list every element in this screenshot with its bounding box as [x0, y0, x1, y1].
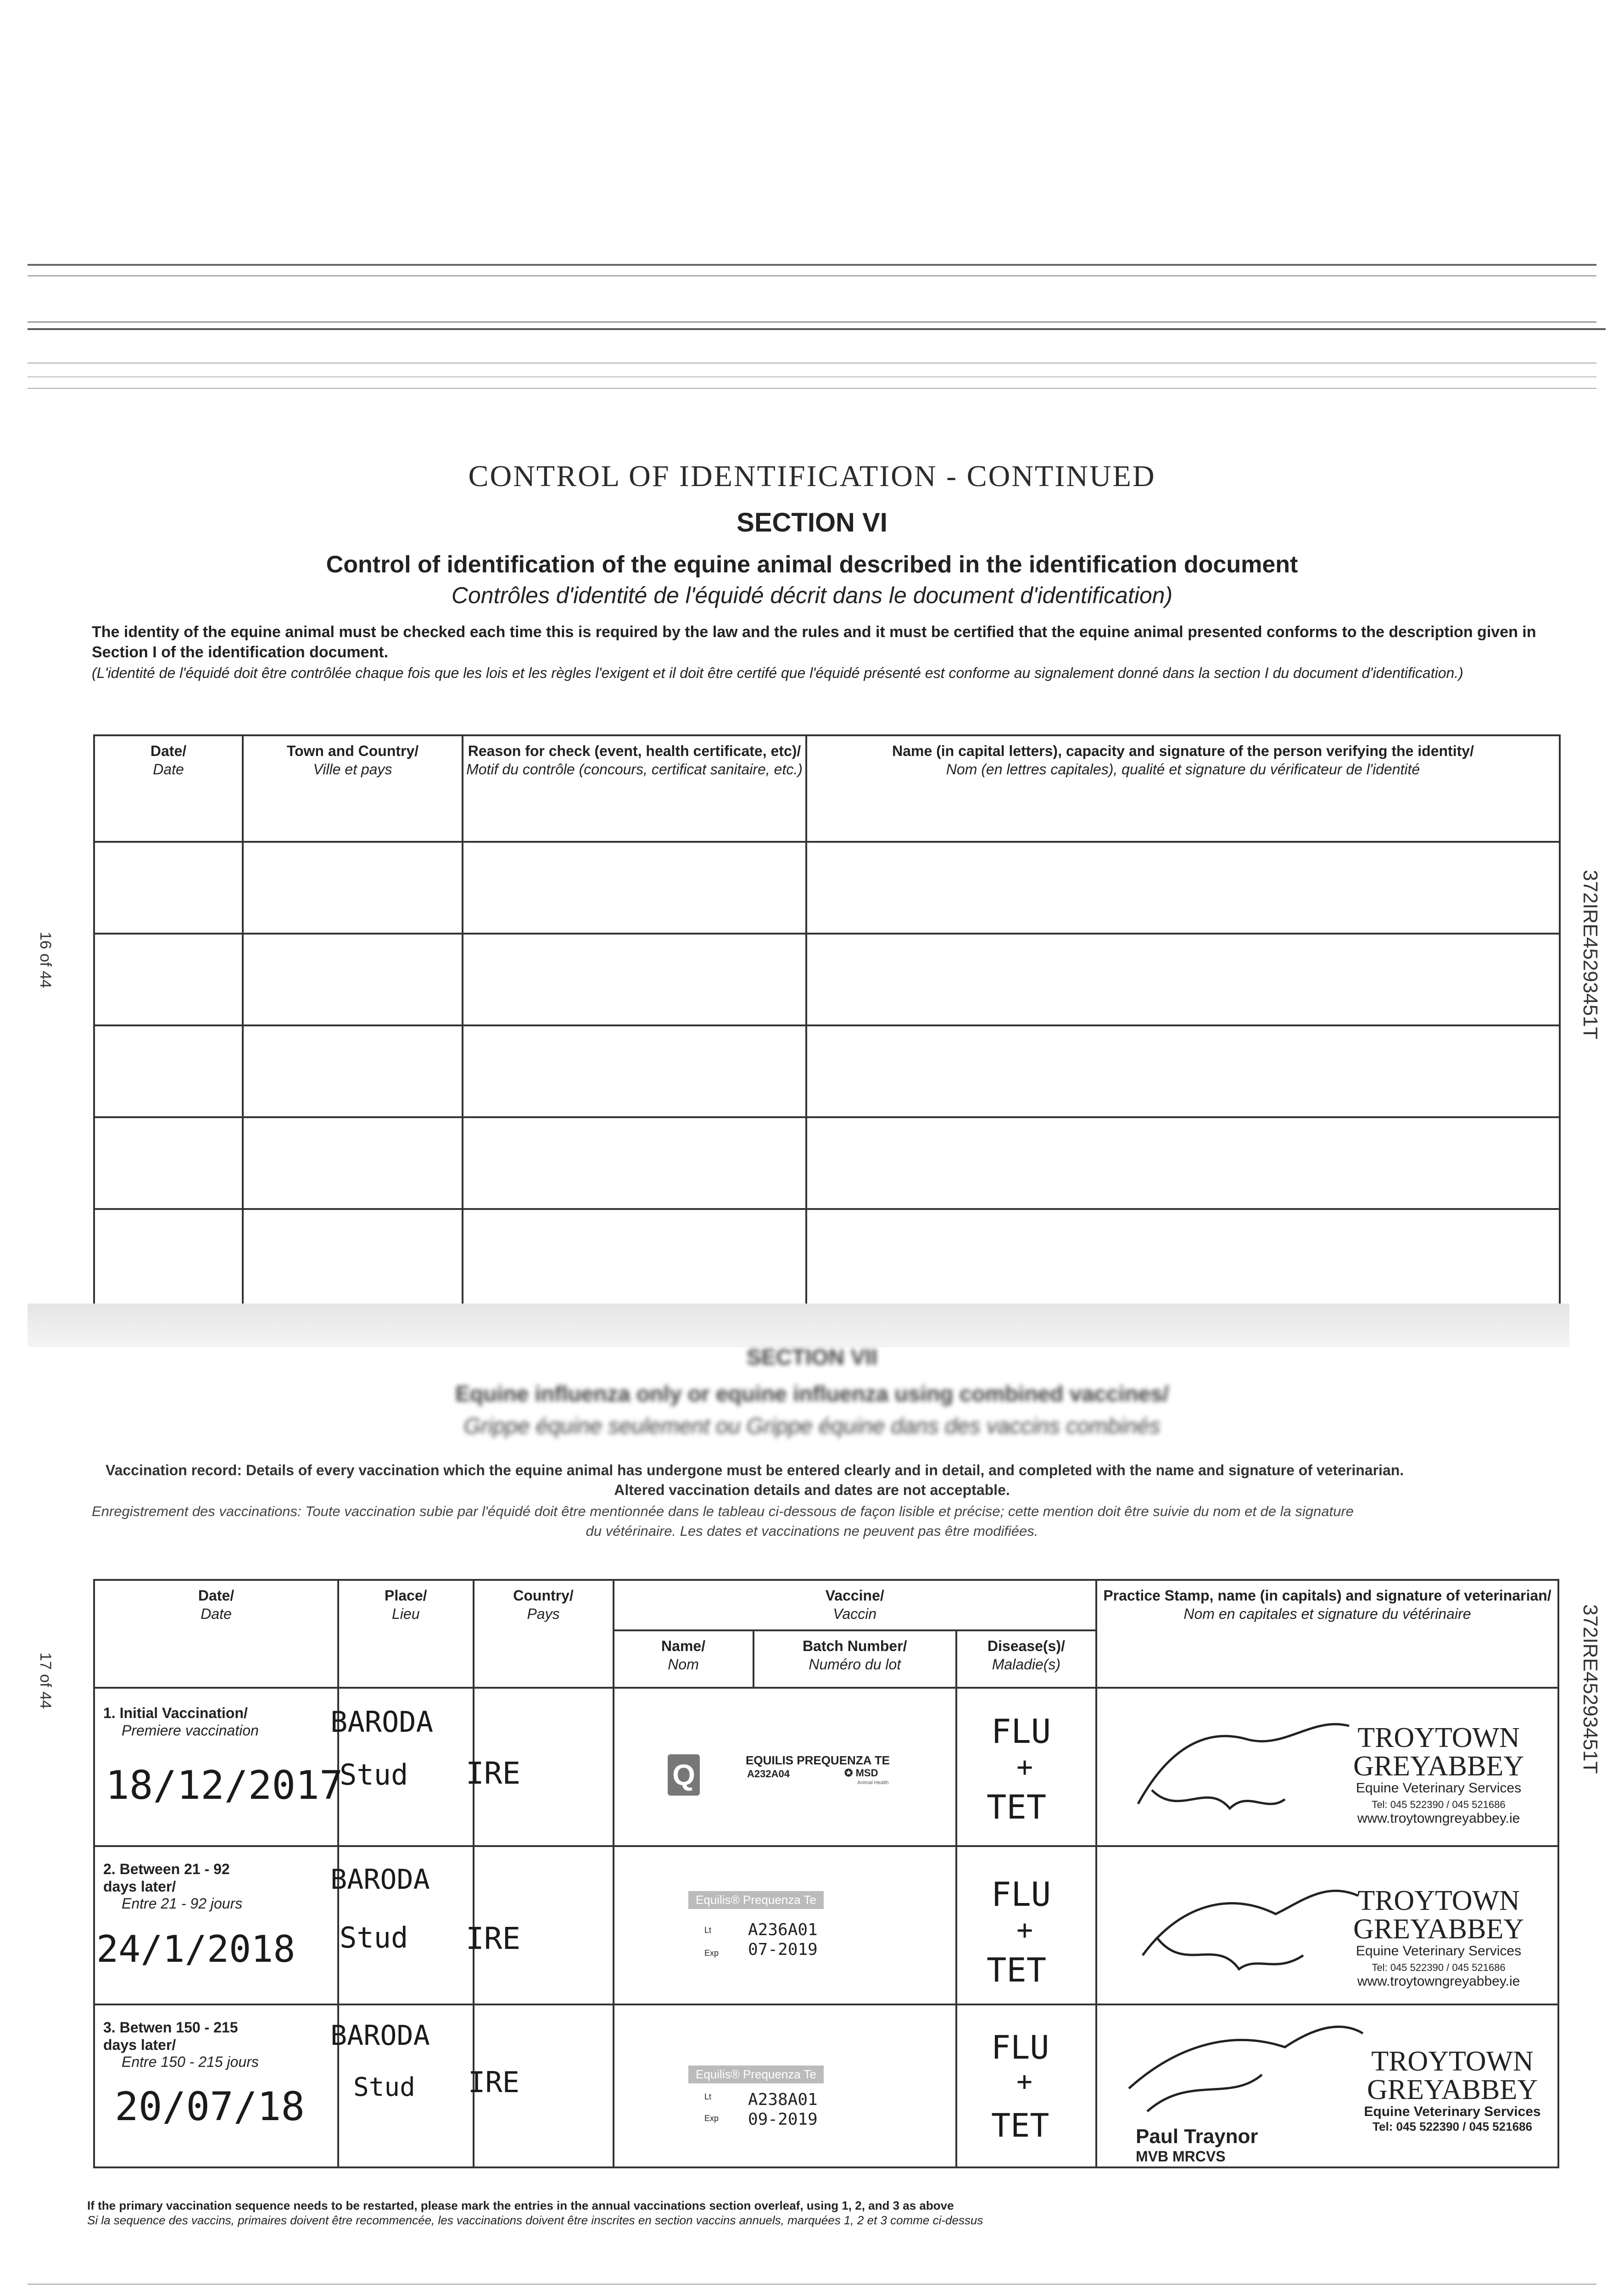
page-edge-line: [28, 363, 1596, 364]
brand-logo: ✪ MSD: [844, 1767, 878, 1779]
scan-overlap-band: [28, 1304, 1569, 1347]
vaccine-batch: A236A01: [748, 1920, 818, 1939]
section-title: SECTION VI: [737, 508, 887, 537]
check-cell[interactable]: [94, 934, 243, 1025]
column-header-stamp: Practice Stamp, name (in capitals) and signature of veterinarian/ Nom en capitales et signature du vétérinaire: [1096, 1580, 1558, 1688]
disease-entry: TET: [991, 2107, 1049, 2144]
check-cell[interactable]: [243, 842, 463, 934]
stamp-line-2: GREYABBEY: [1353, 1914, 1524, 1945]
stamp-line-1: TROYTOWN: [1357, 1885, 1520, 1916]
check-row: [94, 842, 1560, 934]
vaccination-note-en-1: Vaccination record: Details of every vaccination which the equine animal has undergone must be entered clearly and in detail, and completed with the name and signature of veterinarian.: [106, 1462, 1404, 1478]
vaccination-country: IRE: [466, 1756, 521, 1791]
page-edge-line: [28, 321, 1596, 323]
vaccine-expiry: 09-2019: [748, 2110, 818, 2129]
vaccine-expiry: 07-2019: [748, 1940, 818, 1959]
signature-row-1: [1138, 1724, 1349, 1808]
row-label-en: 3. Betwen 150 - 215 days later/: [103, 2019, 238, 2053]
identification-check-table: [93, 734, 1561, 1308]
check-row: [94, 1117, 1560, 1209]
vaccine-sticker-logo: Q: [668, 1754, 700, 1796]
lot-prefix: Lt: [704, 2092, 712, 2101]
stamp-tel: Tel: 045 522390 / 045 521686: [1372, 1799, 1506, 1810]
check-cell[interactable]: [94, 1209, 243, 1307]
vet-name: Paul Traynor: [1136, 2125, 1258, 2148]
check-cell[interactable]: [243, 934, 463, 1025]
vaccine-name: EQUILIS PREQUENZA TE: [746, 1753, 890, 1767]
vaccination-place: Stud: [340, 1921, 408, 1954]
footer-note-fr: Si la sequence des vaccins, primaires doivent être recommencée, les vaccinations doivent être inscrites en section vaccins annuels, marquées 1, 2 et 3 comme ci-dessus: [87, 2213, 983, 2227]
section7-heading-en: Equine influenza only or equine influenza using combined vaccines/: [455, 1382, 1169, 1406]
vaccination-note-fr-1: Enregistrement des vaccinations: Toute vaccination subie par l'équidé doit être mentionnée dans le tableau ci-dessous de façon lisible et précise; cette mention doit être suivie du nom et de la signature: [92, 1503, 1354, 1519]
column-header-town: Town and Country/ Ville et pays: [243, 735, 463, 842]
vaccine-batch: A232A04: [747, 1768, 790, 1780]
row-label-en: 2. Between 21 - 92 days later/: [103, 1861, 230, 1895]
column-header-reason: Reason for check (event, health certificate, etc)/ Motif du contrôle (concours, certificat sanitaire, etc.): [463, 735, 806, 842]
disease-entry: FLU: [991, 1712, 1051, 1751]
section7-title: SECTION VII: [746, 1345, 878, 1370]
stamp-tel: Tel: 045 522390 / 045 521686: [1373, 2120, 1532, 2133]
stamp-web: www.troytowngreyabbey.ie: [1357, 1811, 1520, 1826]
page-edge-line: [28, 275, 1596, 276]
vaccination-country: IRE: [468, 2066, 519, 2099]
disease-entry: FLU: [991, 1875, 1051, 1914]
page-edge-line: [28, 388, 1596, 389]
signature-strokes: [1111, 1698, 1367, 2157]
vaccination-place: BARODA: [330, 1864, 430, 1896]
stamp-tel: Tel: 045 522390 / 045 521686: [1372, 1962, 1506, 1973]
vaccine-cell[interactable]: [614, 2004, 956, 2167]
vaccination-place: BARODA: [330, 2020, 430, 2052]
stamp-line-3: Equine Veterinary Services: [1356, 1943, 1522, 1959]
check-cell[interactable]: [94, 1025, 243, 1117]
check-cell[interactable]: [806, 934, 1560, 1025]
stamp-line-2: GREYABBEY: [1353, 1751, 1524, 1782]
stamp-web: www.troytowngreyabbey.ie: [1357, 1974, 1520, 1989]
row-label-fr: Entre 21 - 92 jours: [122, 1895, 243, 1912]
vaccination-place: Stud: [353, 2072, 415, 2102]
column-header-date: Date/ Date: [94, 1580, 338, 1688]
document-id-lower: 372IRE45293451T: [1579, 1604, 1602, 1774]
vaccine-batch: A238A01: [748, 2090, 818, 2109]
page-edge-line: [28, 328, 1606, 330]
check-cell[interactable]: [463, 1117, 806, 1209]
check-cell[interactable]: [806, 1117, 1560, 1209]
row-label-en: 1. Initial Vaccination/: [103, 1705, 248, 1721]
vaccination-date: 24/1/2018: [96, 1928, 296, 1970]
document-id-upper: 372IRE45293451T: [1579, 870, 1602, 1040]
check-cell[interactable]: [243, 1025, 463, 1117]
signature-row-2: [1143, 1891, 1358, 1969]
disease-entry: TET: [987, 1788, 1047, 1826]
stamp-line-3: Equine Veterinary Services: [1364, 2104, 1541, 2119]
check-cell[interactable]: [463, 1209, 806, 1307]
disease-entry: +: [1016, 2066, 1032, 2097]
column-header-country: Country/ Pays: [474, 1580, 614, 1688]
row-label-fr: Premiere vaccination: [122, 1722, 259, 1739]
column-header-place: Place/ Lieu: [338, 1580, 474, 1688]
page-edge-line: [28, 264, 1596, 266]
column-header-date: Date/ Date: [94, 735, 243, 842]
check-cell[interactable]: [463, 1025, 806, 1117]
check-cell[interactable]: [243, 1209, 463, 1307]
column-header-name: Name/ Nom: [614, 1630, 753, 1688]
check-cell[interactable]: [806, 1209, 1560, 1307]
check-row: [94, 1209, 1560, 1307]
row-label-fr: Entre 150 - 215 jours: [122, 2054, 259, 2070]
exp-prefix: Exp: [704, 1948, 719, 1958]
vaccination-date: 18/12/2017: [106, 1763, 343, 1808]
check-cell[interactable]: [94, 1117, 243, 1209]
lot-prefix: Lt: [704, 1926, 712, 1935]
disease-entry: +: [1016, 1751, 1033, 1783]
check-cell[interactable]: [243, 1117, 463, 1209]
column-header-disease: Disease(s)/ Maladie(s): [956, 1630, 1096, 1688]
check-cell[interactable]: [806, 1025, 1560, 1117]
stamp-line-3: Equine Veterinary Services: [1356, 1780, 1522, 1796]
vaccine-label: Equilis® Prequenza Te: [688, 1891, 824, 1909]
brand-subtitle: Animal Health: [857, 1780, 889, 1786]
exp-prefix: Exp: [704, 2114, 719, 2123]
vaccination-place: BARODA: [330, 1705, 433, 1739]
vaccination-note-en-2: Altered vaccination details and dates are not acceptable.: [614, 1482, 1010, 1498]
page-edge-line: [28, 2284, 1596, 2285]
column-header-verifier: Name (in capital letters), capacity and signature of the person verifying the identity/ Nom (en lettres capitales), qualité et signature du vérificateur de l'identité: [806, 735, 1560, 842]
check-cell[interactable]: [463, 842, 806, 934]
vaccination-country: IRE: [466, 1921, 521, 1956]
column-header-vaccine: Vaccine/ Vaccin: [614, 1580, 1096, 1630]
practice-stamp: [1345, 2047, 1560, 2134]
disease-entry: TET: [987, 1951, 1047, 1989]
stamp-line-1: TROYTOWN: [1357, 1722, 1520, 1753]
footer-note-en: If the primary vaccination sequence needs to be restarted, please mark the entries in the annual vaccinations section overleaf, using 1, 2, and 3 as above: [87, 2199, 954, 2212]
vaccination-place: Stud: [340, 1758, 408, 1791]
practice-stamp: [1331, 1724, 1546, 1826]
stamp-line-1: TROYTOWN: [1371, 2046, 1534, 2077]
page-edge-line: [28, 376, 1596, 377]
identity-note-fr: (L'identité de l'équidé doit être contrôlée chaque fois que les lois et les règles l'exigent et il doit être certifé que l'équidé présenté est conforme au signalement donné dans la section I du document d'identification.): [92, 665, 1463, 681]
brand-icon: ✪: [844, 1767, 853, 1779]
page-title: CONTROL OF IDENTIFICATION - CONTINUED: [468, 459, 1156, 493]
check-cell[interactable]: [463, 934, 806, 1025]
check-row: [94, 1025, 1560, 1117]
vaccine-label: Equilis® Prequenza Te: [688, 2066, 824, 2083]
check-cell[interactable]: [94, 842, 243, 934]
check-cell[interactable]: [806, 842, 1560, 934]
practice-stamp: [1331, 1886, 1546, 1989]
page-number-upper: 16 of 44: [37, 932, 54, 988]
vet-qualifications: MVB MRCVS: [1136, 2148, 1226, 2165]
section-heading-fr: Contrôles d'identité de l'équidé décrit dans le document d'identification): [451, 582, 1173, 608]
vaccination-date: 20/07/18: [115, 2084, 305, 2130]
identity-note-en: The identity of the equine animal must be checked each time this is required by the law and the rules and it must be certified that the equine animal presented conforms to the description given in Section I of the identification document.: [92, 623, 1536, 661]
vaccination-note-fr-2: du vétérinaire. Les dates et vaccinations ne peuvent pas être modifiées.: [586, 1523, 1038, 1539]
signature-row-3: [1129, 2027, 1363, 2111]
column-header-batch: Batch Number/ Numéro du lot: [753, 1630, 956, 1688]
disease-entry: FLU: [991, 2029, 1049, 2066]
section-heading-en: Control of identification of the equine animal described in the identification document: [326, 551, 1298, 578]
section7-heading-fr: Grippe équine seulement ou Grippe équine dans des vaccins combinés: [463, 1414, 1161, 1439]
check-row: [94, 934, 1560, 1025]
page-number-lower: 17 of 44: [37, 1652, 54, 1709]
stamp-line-2: GREYABBEY: [1367, 2074, 1538, 2105]
disease-entry: +: [1016, 1914, 1033, 1946]
